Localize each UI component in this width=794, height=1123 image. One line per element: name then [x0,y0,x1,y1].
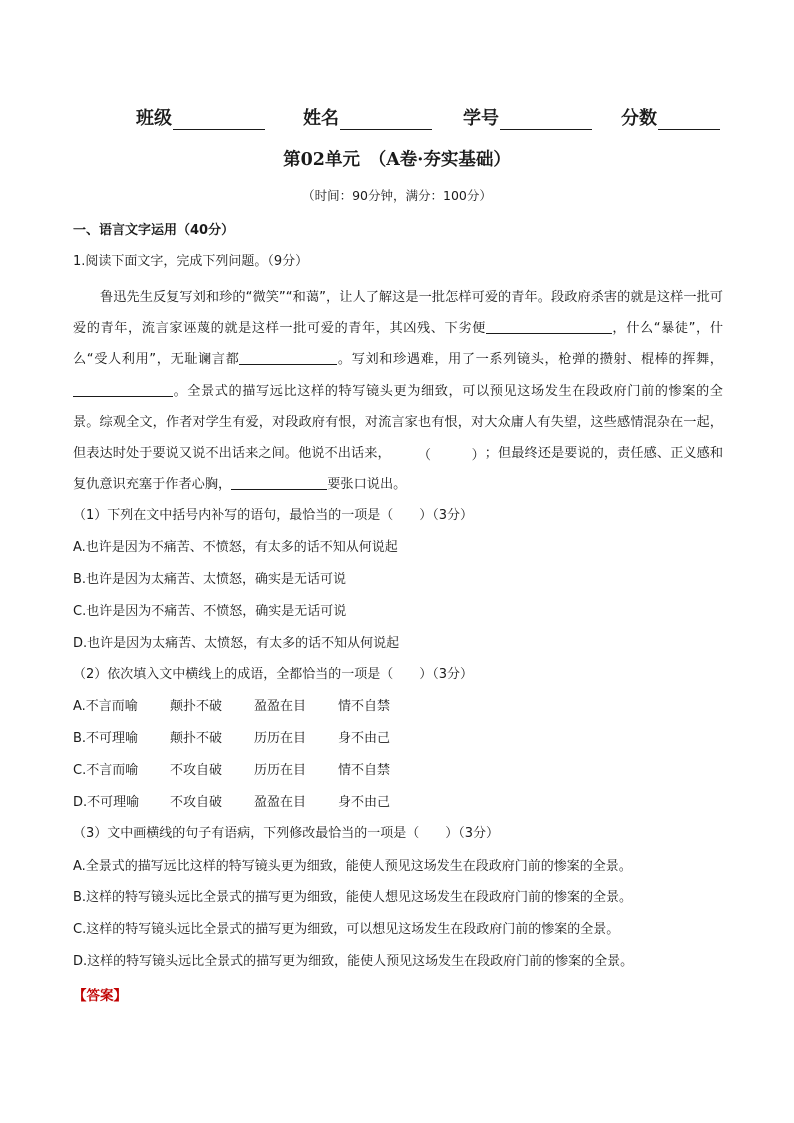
passage-text-1: 鲁迅先生反复写刘和珍的“微笑”“和蔼”，让人了解这是一批怎样可爱的青年。段政府杀害的就是这样一批可爱的青年，流言家诬蔑的就是这样一批可爱的青年，其凶残、下劣便 [73,290,723,337]
exam-title: 第02单元 （A卷·夯实基础） [283,150,511,170]
sub3-option-b[interactable]: B.这样的特写镜头远比全景式的描写更为细致，能使人想见这场发生在段政府门前的惨案的全景。 [73,890,633,905]
idiom: 颠扑不破 [170,731,223,746]
passage-text-6: 要张口说出。 [327,477,407,493]
idiom: 盈盈在目 [254,795,307,810]
idiom: 身不由己 [338,731,391,746]
section-heading: 一、语言文字运用（40分） [73,223,235,238]
sub1-option-b[interactable]: B.也许是因为太痛苦、太愤怒，确实是无话可说 [73,572,347,587]
sub-question-3: （3）文中画横线的句子有语病，下列修改最恰当的一项是（ ）（3分） [73,826,500,841]
score-blank[interactable] [658,109,720,130]
passage-text-5: ；但最终还是要说的，责任感、正义感和复仇意识充塞于作者心胸， [73,446,724,493]
score-label: 分数 [621,108,657,129]
name-field [303,104,432,130]
idiom: D.不可理喻 [73,795,140,810]
idiom: A.不言而喻 [73,699,138,714]
passage-paragraph [73,282,723,500]
class-label: 班级 [136,108,172,129]
sub3-option-d[interactable]: D.这样的特写镜头远比全景式的描写更为细致，能使人预见这场发生在段政府门前的惨案的全景。 [73,954,634,969]
passage-blank-3[interactable] [73,381,173,397]
reading-passage [73,282,723,500]
student-id-label: 学号 [463,108,499,129]
passage-text-3: 。写刘和珍遇难，用了一系列镜头，枪弹的攒射、棍棒的挥舞， [337,352,723,368]
class-field [136,104,265,130]
student-info-row [0,104,794,132]
idiom: 不攻自破 [170,795,223,810]
score-field [621,104,720,130]
sub1-option-a[interactable]: A.也许是因为不痛苦、不愤怒，有太多的话不知从何说起 [73,540,398,555]
student-id-field [463,104,592,130]
student-id-blank[interactable] [500,109,592,130]
passage-blank-1[interactable] [486,318,612,334]
idiom: C.不言而喻 [73,763,139,778]
idiom: 身不由己 [338,795,391,810]
sub-question-1: （1）下列在文中括号内补写的语句，最恰当的一项是（ ）（3分） [73,508,474,523]
sub3-option-a[interactable]: A.全景式的描写远比这样的特写镜头更为细致，能使人预见这场发生在段政府门前的惨案的全景。 [73,859,632,874]
passage-text-4: 。全景式的描写远比这样的特写镜头更为细致，可以预见这场发生在段政府门前的惨案的全景。综观全文，作者对学生有爱，对段政府有恨，对流言家也有恨，对大众庸人有失望，这些感情混杂在一起，但表达时处于要说又说不出话来之间。他说不出话来， [73,383,723,462]
idiom: 不攻自破 [170,763,223,778]
name-blank[interactable] [340,109,432,130]
idiom: B.不可理喻 [73,731,139,746]
class-blank[interactable] [173,109,265,130]
answer-label: 【答案】 [73,988,127,1004]
idiom: 情不自禁 [338,699,391,714]
sub1-option-c[interactable]: C.也许是因为不痛苦、不愤怒，确实是无话可说 [73,604,347,619]
sub-question-2: （2）依次填入文中横线上的成语，全都恰当的一项是（ ）（3分） [73,667,474,682]
passage-blank-4[interactable] [231,474,327,490]
paren-left: （ [417,448,431,464]
name-label: 姓名 [303,108,339,129]
idiom: 情不自禁 [338,763,391,778]
question-1-intro: 1.阅读下面文字，完成下列问题。（9分） [73,254,309,269]
passage-blank-2[interactable] [239,349,337,365]
sub1-option-d[interactable]: D.也许是因为太痛苦、太愤怒，有太多的话不知从何说起 [73,636,400,651]
paren-right: ） [471,448,485,464]
sub3-option-c[interactable]: C.这样的特写镜头远比全景式的描写更为细致，可以想见这场发生在段政府门前的惨案的全景。 [73,922,620,937]
idiom: 盈盈在目 [254,699,307,714]
idiom: 颠扑不破 [170,699,223,714]
idiom: 历历在目 [254,731,307,746]
idiom: 历历在目 [254,763,307,778]
passage-text-2: ，什么“暴徒”，什么“受人利用”，无耻谰言都 [73,321,724,368]
exam-subtitle: （时间：90分钟，满分：100分） [302,188,492,203]
